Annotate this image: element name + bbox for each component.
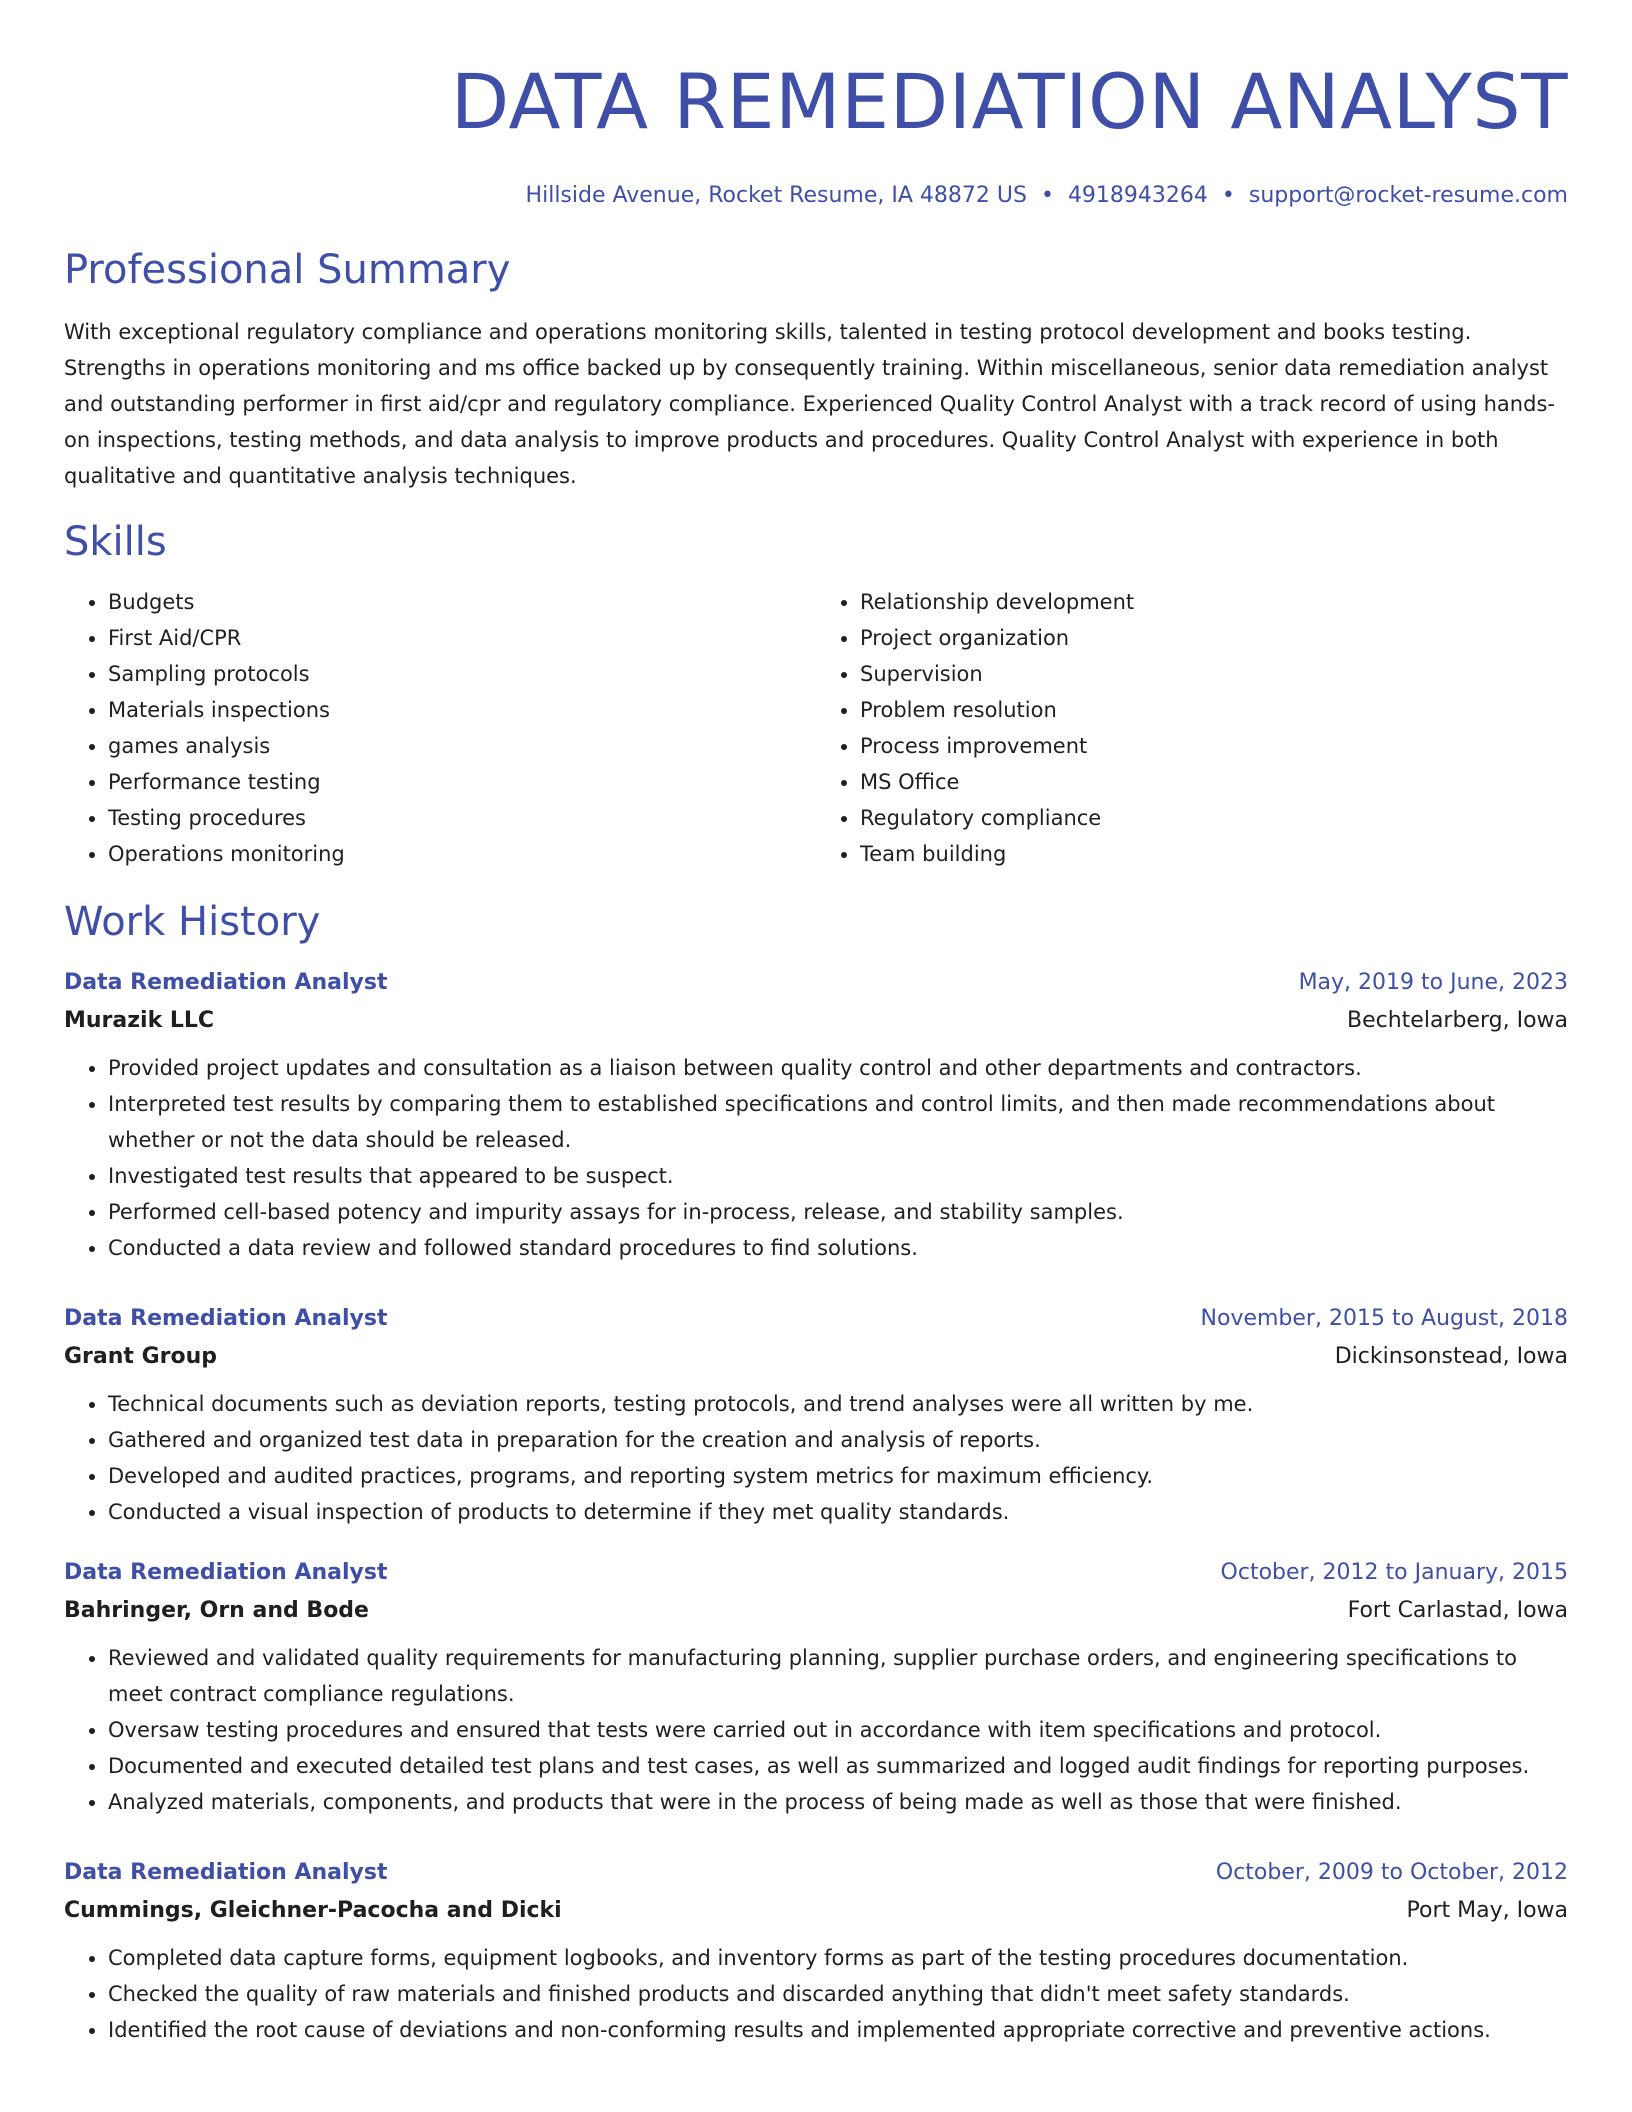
skill-item: • First Aid/CPR: [108, 620, 816, 656]
page-title: DATA REMEDIATION ANALYST: [450, 57, 1568, 146]
job-company: Cummings, Gleichner-Pacocha and Dicki: [64, 1898, 562, 1923]
contact-phone: 4918943264: [1067, 183, 1208, 208]
job-company-row: [64, 1002, 1568, 1040]
job-bullet: • Developed and audited practices, programs, and reporting system metrics for maximum efficiency.: [108, 1458, 1568, 1494]
job-bullet: • Interpreted test results by comparing them to established specifications and control limits, and then made recommendations about whether or not the data should be released.: [108, 1086, 1568, 1158]
skill-item: • Process improvement: [860, 728, 1568, 764]
resume-header: [64, 0, 1568, 212]
job-title: Data Remediation Analyst: [64, 970, 388, 995]
job-bullets: [64, 1640, 1568, 1820]
job-entry: [64, 1554, 1568, 1820]
job-dates: October, 2009 to October, 2012: [1215, 1860, 1568, 1885]
job-header-row: [64, 1854, 1568, 1892]
skill-item: • Sampling protocols: [108, 656, 816, 692]
job-header-row: [64, 964, 1568, 1002]
contact-separator: •: [1040, 183, 1054, 208]
job-bullet: • Identified the root cause of deviations and non-conforming results and implemented appropriate corrective and preventive actions.: [108, 2012, 1568, 2048]
job-bullet: • Oversaw testing procedures and ensured that tests were carried out in accordance with item specifications and protocol.: [108, 1712, 1568, 1748]
contact-line: [64, 180, 1568, 212]
job-entry: [64, 1300, 1568, 1530]
job-bullet: • Conducted a data review and followed standard procedures to find solutions.: [108, 1230, 1568, 1266]
job-bullet: • Completed data capture forms, equipment logbooks, and inventory forms as part of the testing procedures documentation.: [108, 1940, 1568, 1976]
job-bullet: • Performed cell-based potency and impurity assays for in-process, release, and stability samples.: [108, 1194, 1568, 1230]
skill-item: • Problem resolution: [860, 692, 1568, 728]
job-title: Data Remediation Analyst: [64, 1860, 388, 1885]
job-title: Data Remediation Analyst: [64, 1306, 388, 1331]
skill-item: • Operations monitoring: [108, 836, 816, 872]
job-header-row: [64, 1300, 1568, 1338]
job-company-row: [64, 1892, 1568, 1930]
skills-list: [64, 584, 1568, 872]
job-bullet: • Technical documents such as deviation reports, testing protocols, and trend analyses were all written by me.: [108, 1386, 1568, 1422]
job-dates: May, 2019 to June, 2023: [1298, 970, 1568, 995]
skill-item: • Performance testing: [108, 764, 816, 800]
summary-heading: Professional Summary: [64, 247, 511, 293]
job-company: Murazik LLC: [64, 1008, 215, 1033]
summary-text: With exceptional regulatory compliance and operations monitoring skills, talented in testing protocol development and books testing. Strengths in operations monitoring and ms office backed up by consequently training. Within miscellaneous, senior data remediation analyst and outstanding performer in first aid/cpr and regulatory compliance. Experienced Quality Control Analyst with a track record of using hands-on inspections, testing methods, and data analysis to improve products and procedures. Quality Control Analyst with experience in both qualitative and quantitative analysis techniques.: [64, 320, 1555, 488]
skill-item: • Materials inspections: [108, 692, 816, 728]
job-entry: [64, 964, 1568, 1266]
job-location: Bechtelarberg, Iowa: [1347, 1008, 1568, 1033]
skill-item: • Budgets: [108, 584, 816, 620]
job-dates: November, 2015 to August, 2018: [1200, 1306, 1568, 1331]
skills-heading: Skills: [64, 519, 167, 565]
skills-column-right: [816, 584, 1568, 872]
job-dates: October, 2012 to January, 2015: [1220, 1560, 1568, 1585]
skill-item: • games analysis: [108, 728, 816, 764]
job-company: Bahringer, Orn and Bode: [64, 1598, 369, 1623]
job-bullet: • Documented and executed detailed test plans and test cases, as well as summarized and logged audit findings for reporting purposes.: [108, 1748, 1568, 1784]
skill-item: • Project organization: [860, 620, 1568, 656]
contact-address: Hillside Avenue, Rocket Resume, IA 48872 US: [525, 183, 1027, 208]
job-header-row: [64, 1554, 1568, 1592]
job-company-row: [64, 1592, 1568, 1630]
job-bullet: • Analyzed materials, components, and products that were in the process of being made as well as those that were finished.: [108, 1784, 1568, 1820]
skill-item: • Relationship development: [860, 584, 1568, 620]
skill-item: • Testing procedures: [108, 800, 816, 836]
job-bullet: • Investigated test results that appeared to be suspect.: [108, 1158, 1568, 1194]
contact-email: support@rocket-resume.com: [1248, 183, 1568, 208]
job-bullets: [64, 1050, 1568, 1266]
job-bullet: • Provided project updates and consultation as a liaison between quality control and other departments and contractors.: [108, 1050, 1568, 1086]
job-bullet: • Gathered and organized test data in preparation for the creation and analysis of reports.: [108, 1422, 1568, 1458]
skills-column-left: [64, 584, 816, 872]
skill-item: • Supervision: [860, 656, 1568, 692]
job-bullets: [64, 1386, 1568, 1530]
job-company-row: [64, 1338, 1568, 1376]
job-bullet: • Reviewed and validated quality requirements for manufacturing planning, supplier purchase orders, and engineering specifications to meet contract compliance regulations.: [108, 1640, 1568, 1712]
job-bullet: • Conducted a visual inspection of products to determine if they met quality standards.: [108, 1494, 1568, 1530]
job-bullet: • Checked the quality of raw materials and finished products and discarded anything that didn't meet safety standards.: [108, 1976, 1568, 2012]
job-location: Port May, Iowa: [1406, 1898, 1568, 1923]
skill-item: • Regulatory compliance: [860, 800, 1568, 836]
skill-item: • MS Office: [860, 764, 1568, 800]
job-location: Dickinsonstead, Iowa: [1334, 1344, 1568, 1369]
work-history-heading: Work History: [64, 899, 321, 945]
skill-item: • Team building: [860, 836, 1568, 872]
job-company: Grant Group: [64, 1344, 218, 1369]
job-location: Fort Carlastad, Iowa: [1347, 1598, 1568, 1623]
job-title: Data Remediation Analyst: [64, 1560, 388, 1585]
job-bullets: [64, 1940, 1568, 2048]
contact-separator: •: [1221, 183, 1235, 208]
job-entry: [64, 1854, 1568, 2048]
